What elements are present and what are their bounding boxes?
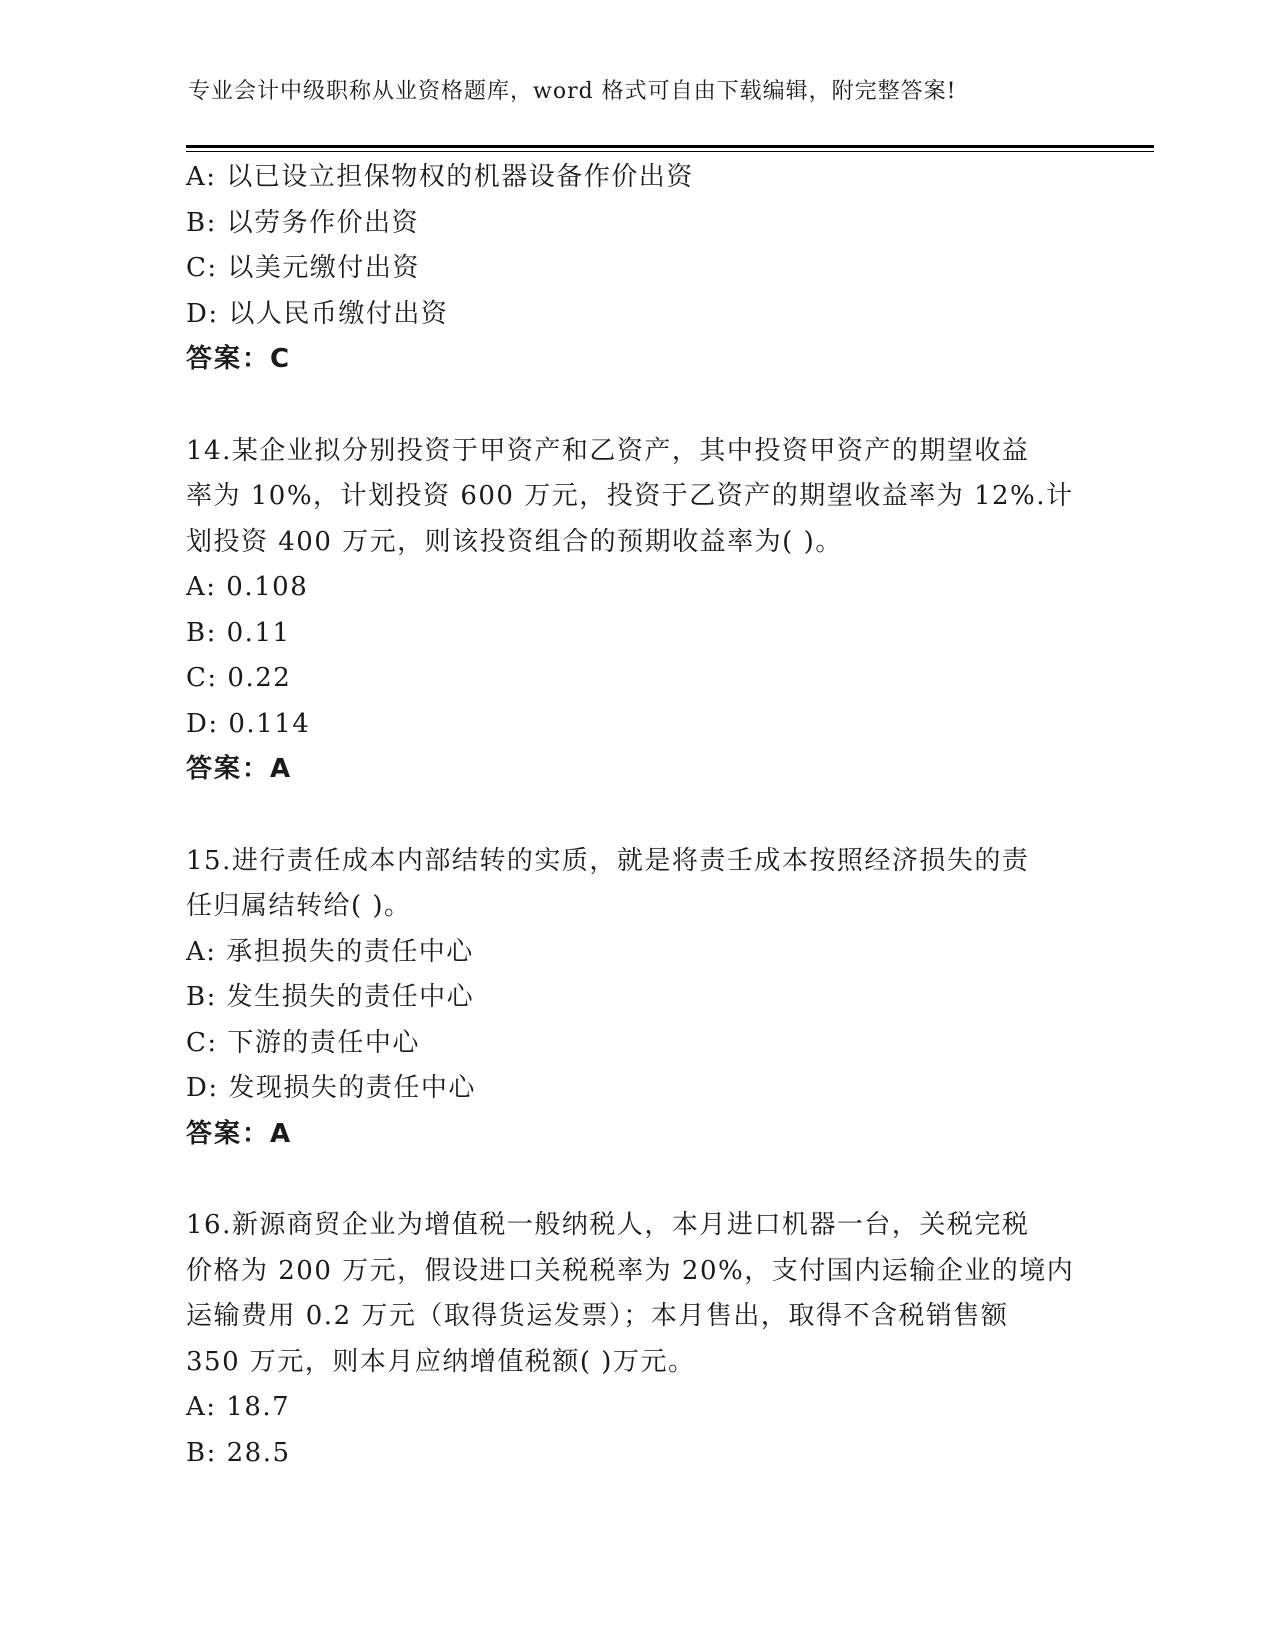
page-header: 专业会计中级职称从业资格题库，word 格式可自由下载编辑，附完整答案! (188, 79, 957, 104)
option-c: C: 0.22 (186, 663, 292, 693)
question-text-line: 划投资 400 万元，则该投资组合的预期收益率为( )。 (186, 526, 843, 557)
question-text-line: 运输费用 0.2 万元（取得货运发票）；本月售出，取得不含税销售额 (186, 1301, 1009, 1331)
spacer (186, 793, 1086, 839)
question-16 (186, 1203, 1086, 1476)
question-14 (186, 429, 1086, 793)
option-b: B: 发生损失的责任中心 (186, 982, 475, 1012)
option-b: B: 28.5 (186, 1437, 291, 1468)
option-c: C: 下游的责任中心 (186, 1027, 420, 1058)
option-b: B: 0.11 (186, 617, 291, 648)
spacer (186, 1157, 1086, 1203)
option-c: C: 以美元缴付出资 (186, 253, 420, 283)
option-d: D: 以人民币缴付出资 (186, 298, 449, 329)
option-d: D: 0.114 (186, 708, 311, 739)
answer-label: 答案：C (186, 344, 292, 374)
question-15 (186, 839, 1086, 1158)
answer-label: 答案：A (186, 754, 293, 784)
spacer (186, 383, 1086, 429)
question-text-line: 16.新源商贸企业为增值税一般纳税人，本月进口机器一台，关税完税 (186, 1210, 1030, 1240)
question-text-line: 350 万元，则本月应纳增值税额( )万元。 (186, 1346, 696, 1377)
option-b: B: 以劳务作价出资 (186, 207, 420, 238)
question-text-line: 14.某企业拟分别投资于甲资产和乙资产，其中投资甲资产的期望收益 (186, 435, 1030, 466)
option-a: A: 承担损失的责任中心 (186, 936, 474, 967)
question-content (186, 155, 1086, 1476)
question-text-line: 15.进行责任成本内部结转的实质，就是将责壬成本按照经济损失的责 (186, 845, 1030, 876)
option-a: A: 18.7 (186, 1392, 291, 1422)
option-a: A: 以已设立担保物权的机器设备作价出资 (186, 162, 694, 192)
question-text-line: 价格为 200 万元，假设进口关税税率为 20%，支付国内运输企业的境内 (186, 1255, 1075, 1286)
question-13 (186, 155, 1086, 383)
header-rule-thin (186, 151, 1154, 152)
option-d: D: 发现损失的责任中心 (186, 1073, 476, 1103)
header-rule-thick (186, 145, 1154, 148)
answer-label: 答案：A (186, 1118, 293, 1149)
question-text-line: 率为 10%，计划投资 600 万元，投资于乙资产的期望收益率为 12%.计 (186, 481, 1074, 511)
question-text-line: 任归属结转给( )。 (186, 891, 412, 921)
option-a: A: 0.108 (186, 572, 309, 602)
